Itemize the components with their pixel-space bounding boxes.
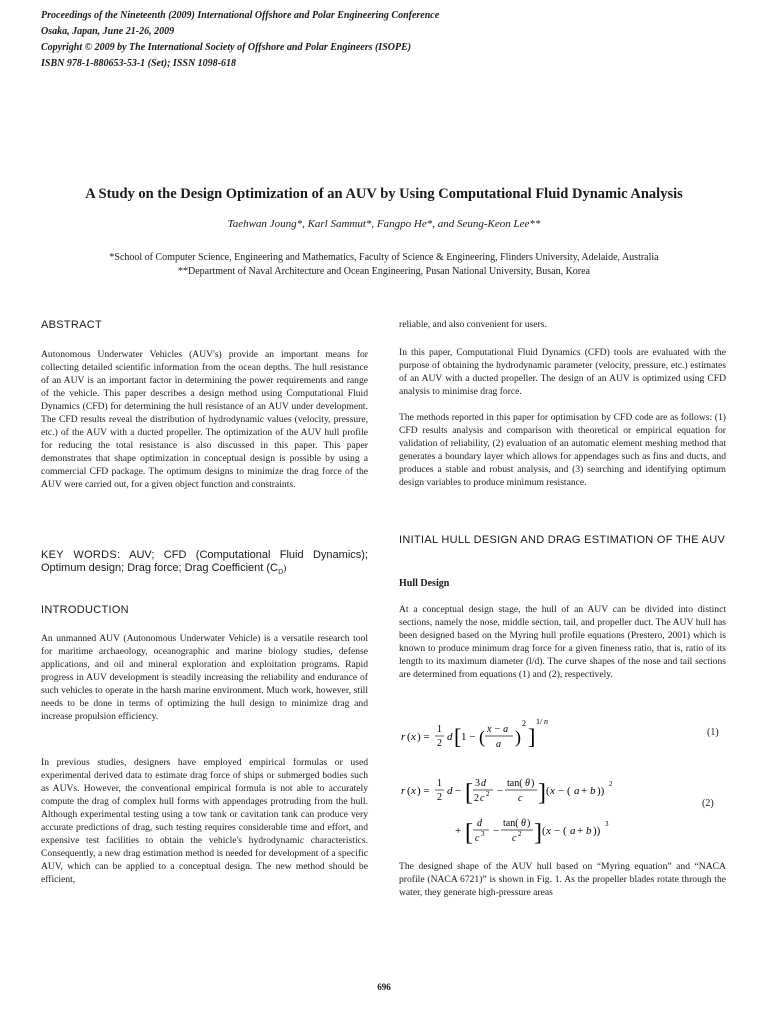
paper-title: A Study on the Design Optimization of an AUV by Using Computational Fluid Dynamic Analysis — [85, 186, 683, 202]
svg-text:n: n — [544, 717, 548, 726]
svg-text:1/: 1/ — [536, 717, 543, 726]
svg-text:]: ] — [534, 820, 542, 846]
svg-text:x − a: x − a — [487, 724, 509, 735]
affiliations — [0, 251, 768, 279]
svg-text:−: − — [497, 785, 504, 797]
svg-text:x: x — [411, 785, 416, 797]
introduction-continued: reliable, and also convenient for users. — [399, 319, 547, 330]
hull-design-subheading: Hull Design — [399, 578, 450, 589]
keywords-close: ) — [283, 563, 287, 574]
svg-text:]: ] — [538, 780, 546, 806]
svg-text:1: 1 — [437, 724, 442, 735]
svg-text:a: a — [570, 825, 576, 837]
svg-text:3: 3 — [605, 820, 609, 828]
svg-text:θ: θ — [525, 778, 530, 789]
svg-text:d: d — [481, 778, 486, 789]
hull-shape-paragraph: The designed shape of the AUV hull based on “Myring equation” and “NACA profile (NACA 6721)” is shown in Fig. 1. As the propeller blades rotate through the water, they generate high-pressure areas — [399, 861, 726, 898]
svg-text:[: [ — [465, 780, 473, 806]
hull-design-paragraph: At a conceptual design stage, the hull of an AUV can be divided into distinct sections, namely the nose, middle section, tail, and propeller duct. The AUV hull has been designed based on the Myring hull profile equations (Prestero, 2001) which is known to produce minimum drag force for a given fineness ratio, that is, ratio of its length to its maximum diameter (l/d). The curve shapes of the nose and tail sections are determined from equations (1) and (2), respectively. — [399, 604, 726, 680]
affiliation-1: *School of Computer Science, Engineering and Mathematics, Faculty of Science & Engineering, Flinders University, Adelaide, Australia — [109, 252, 659, 263]
svg-text:b: b — [586, 825, 592, 837]
svg-text:−: − — [455, 785, 462, 797]
initial-hull-heading: INITIAL HULL DESIGN AND DRAG ESTIMATION OF THE AUV — [399, 534, 726, 546]
svg-text:2: 2 — [518, 830, 522, 838]
svg-text:2: 2 — [522, 719, 526, 728]
header-line-1: Proceedings of the Nineteenth (2009) International Offshore and Polar Engineering Conference — [41, 10, 440, 21]
svg-text:c: c — [512, 833, 517, 844]
svg-text:) =: ) = — [417, 731, 430, 743]
svg-text:tan(: tan( — [503, 818, 519, 829]
introduction-heading: INTRODUCTION — [41, 604, 129, 616]
svg-text:[: [ — [465, 820, 473, 846]
svg-text:d: d — [447, 785, 453, 797]
equation-2-number: (2) — [702, 798, 714, 809]
header-line-4: ISBN 978-1-880653-53-1 (Set); ISSN 1098-618 — [41, 58, 236, 69]
svg-text:[: [ — [454, 724, 462, 749]
header-line-2: Osaka, Japan, June 21-26, 2009 — [41, 26, 175, 37]
keywords-text: AUV; CFD (Computational Fluid Dynamics); Optimum design; Drag force; Drag Coefficient (C — [41, 549, 368, 574]
keywords-label: KEY WORDS: — [41, 549, 121, 561]
introduction-paragraph-1: An unmanned AUV (Autonomous Underwater Vehicle) is a versatile research tool for maritime archaeology, oceanographic and marine biology studies, defense applications, and oil and mineral exploration and exploitation programs. Rapid progress in AUV development is steadily increasing the reliability and endurance of such vehicles to operate in the harsh marine environment. Much work, however, still needs to be done in terms of optimizing the hull design to minimize drag and increase propulsion efficiency. — [41, 633, 368, 722]
introduction-paragraph-3: In this paper, Computational Fluid Dynamics (CFD) tools are evaluated with the purpose of obtaining the hydrodynamic parameter (velocity, pressure, etc.) estimates of an AUV with a ducted propeller. The design of an AUV is optimized using CFD analysis to minimise drag force. — [399, 347, 726, 397]
svg-text:d: d — [477, 818, 482, 829]
svg-text:2: 2 — [486, 790, 490, 798]
equation-2 — [399, 770, 659, 850]
svg-text:]: ] — [528, 724, 536, 749]
svg-text:+: + — [581, 785, 588, 797]
introduction-paragraph-4: The methods reported in this paper for optimisation by CFD code are as follows: (1) CFD results analysis and comparison with theoretical or empirical equation for validation of reliability, (2) evaluation of an automatic element meshing method that generates a boundary layer which allows for appendages such as fins and ducts, and produces a stable and robust analysis, and (3) searching and identifying optimum design variables to produce minimum resistance. — [399, 412, 726, 488]
svg-text:θ: θ — [521, 818, 526, 829]
svg-text:a: a — [496, 739, 501, 750]
svg-text:): ) — [515, 727, 521, 747]
svg-text:2: 2 — [474, 793, 479, 804]
svg-text:x: x — [546, 825, 551, 837]
svg-text:tan(: tan( — [507, 778, 523, 789]
svg-text:+: + — [577, 825, 584, 837]
svg-text:1: 1 — [437, 778, 442, 789]
svg-text:d: d — [447, 731, 453, 743]
svg-text:b: b — [590, 785, 596, 797]
abstract-heading: ABSTRACT — [41, 319, 103, 331]
svg-text:c: c — [480, 793, 485, 804]
svg-text:(: ( — [479, 727, 485, 747]
svg-text:2: 2 — [609, 780, 613, 788]
svg-text:(: ( — [407, 785, 411, 797]
svg-text:− (: − ( — [558, 785, 571, 797]
svg-text:c: c — [518, 793, 523, 804]
svg-text:3: 3 — [475, 778, 480, 789]
equation-1-number: (1) — [707, 727, 719, 738]
svg-text:+: + — [455, 825, 462, 837]
affiliation-2: **Department of Naval Architecture and Ocean Engineering, Pusan National University, Busan, Korea — [178, 266, 590, 277]
svg-text:− (: − ( — [554, 825, 567, 837]
svg-text:3: 3 — [481, 830, 485, 838]
svg-text:(: ( — [407, 731, 411, 743]
svg-text:c: c — [475, 833, 480, 844]
svg-text:r: r — [401, 785, 406, 797]
svg-text:): ) — [531, 778, 535, 789]
header-line-3: Copyright © 2009 by The International Society of Offshore and Polar Engineers (ISOPE) — [41, 42, 412, 53]
svg-text:2: 2 — [437, 792, 442, 803]
svg-text:r: r — [401, 731, 406, 743]
svg-text:x: x — [411, 731, 416, 743]
conference-header — [41, 8, 439, 72]
keywords — [41, 548, 368, 579]
page-number: 696 — [377, 982, 391, 992]
svg-text:(: ( — [542, 825, 546, 837]
svg-text:) =: ) = — [417, 785, 430, 797]
svg-text:)): )) — [593, 825, 601, 837]
svg-text:a: a — [574, 785, 580, 797]
paper-authors: Taehwan Joung*, Karl Sammut*, Fangpo He*, and Seung-Keon Lee** — [227, 218, 541, 230]
keywords-subscript: D — [278, 567, 284, 576]
introduction-paragraph-2: In previous studies, designers have employed empirical formulas or used experimental derived data to estimate drag force of ships or submerged bodies such as AUVs. However, the conventional empirical formula is not able to accurately compute the drag of complex hull forms with appendages protruding from the hull. Although experimental testing using a tow tank or cavitation tank can produce very accurate predictions of drag, such testing requires considerable time and effort, and expensive test facilities to obtain the vehicle's hydrodynamic characteristics. Consequently, a new drag estimation method is needed for development of a specific AUV, which can be applied to a conceptual design. The new method should be efficient, — [41, 757, 368, 885]
svg-text:−: − — [493, 825, 500, 837]
svg-text:)): )) — [597, 785, 605, 797]
svg-text:): ) — [527, 818, 531, 829]
svg-text:2: 2 — [437, 738, 442, 749]
svg-text:(: ( — [546, 785, 550, 797]
equation-1 — [399, 710, 599, 760]
svg-text:x: x — [550, 785, 555, 797]
svg-text:1 −: 1 − — [461, 731, 476, 743]
abstract-text: Autonomous Underwater Vehicles (AUV's) provide an important means for collecting detailed scientific information from the ocean depths. The hull resistance of an AUV is an important factor in determining the power requirements and range of the vehicle. This paper describes a design method using Computational Fluid Dynamics (CFD) for determining the hull resistance of an AUV under development. The CFD results reveal the distribution of hydrodynamic values (velocity, pressure, etc.) of the AUV with a ducted propeller. The optimization of the AUV hull profile for reducing the total resistance is also discussed in this paper. This paper demonstrates that shape optimization in conceptual design is possible by using a commercial CFD package. The optimum designs to minimize the drag force of the AUV were carried out, for a given object function and constraints. — [41, 349, 368, 490]
